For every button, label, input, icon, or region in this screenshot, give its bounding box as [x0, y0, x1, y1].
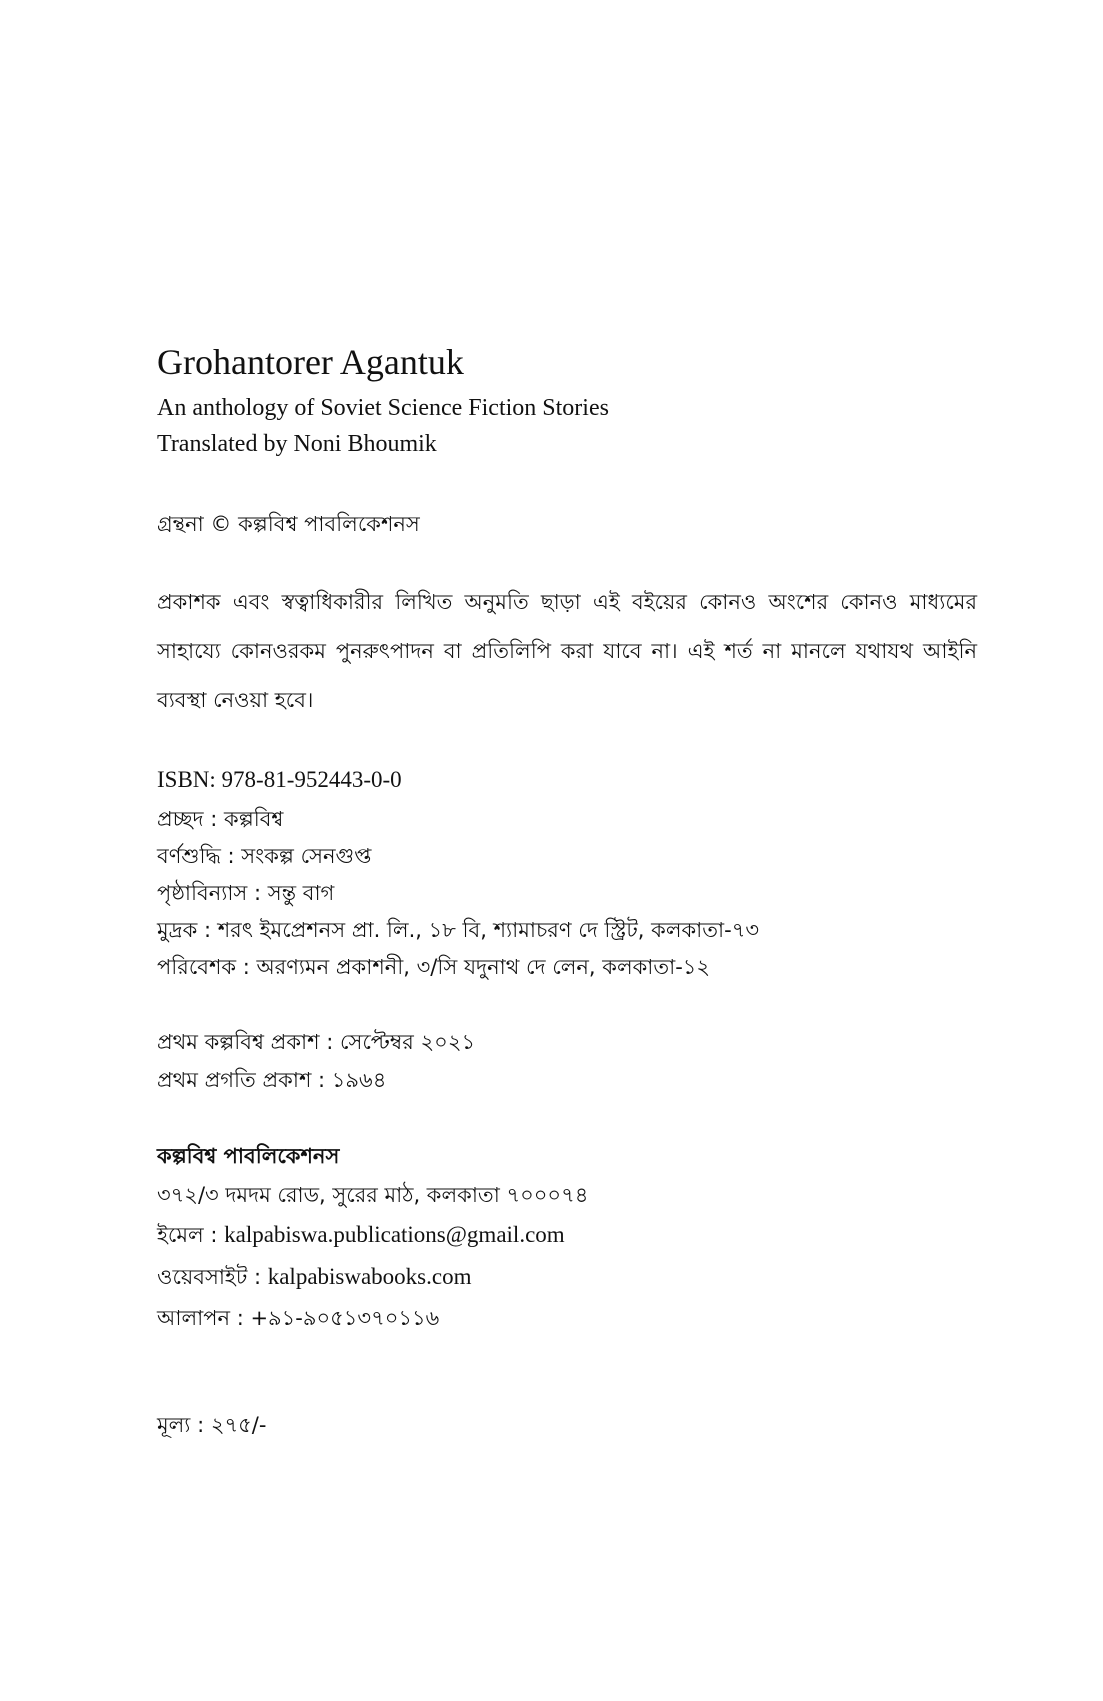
publisher-address: ৩৭২/৩ দমদম রোড, সুরের মাঠ, কলকাতা ৭০০০৭৪	[157, 1183, 589, 1207]
publisher-website-line	[157, 1257, 997, 1299]
layout-credit: পৃষ্ঠাবিন্যাস : সন্তু বাগ	[157, 881, 335, 905]
isbn-line	[157, 761, 997, 801]
proofreading-credit: বর্ণশুদ্ধি : সংকল্প সেনগুপ্ত	[157, 844, 372, 868]
cover-credit: প্রচ্ছদ : কল্পবিশ্ব	[157, 807, 284, 831]
price-line: মূল্য : ২৭৫/-	[157, 1413, 267, 1437]
printer-credit: মুদ্রক : শরৎ ইমপ্রেশনস প্রা. লি., ১৮ বি, শ্যামাচরণ দে স্ট্রিট, কলকাতা-৭৩	[157, 918, 760, 942]
publisher-block	[157, 1137, 997, 1338]
first-kalpabiswa-edition: প্রথম কল্পবিশ্ব প্রকাশ : সেপ্টেম্বর ২০২১	[157, 1030, 476, 1054]
editions-block	[157, 1023, 997, 1099]
website-address: kalpabiswabooks.com	[267, 1264, 472, 1289]
copyright-page	[157, 340, 997, 1444]
isbn-text: ISBN: 978-81-952443-0-0	[157, 767, 402, 792]
title-block	[157, 340, 997, 462]
distributor-credit: পরিবেশক : অরণ্যমন প্রকাশনী, ৩/সি যদুনাথ দে লেন, কলকাতা-১২	[157, 955, 711, 979]
copyright-line: গ্রন্থনা © কল্পবিশ্ব পাবলিকেশনস	[157, 512, 420, 536]
publisher-email-line	[157, 1215, 997, 1257]
book-title: Grohantorer Agantuk	[157, 342, 464, 382]
translator-line: Translated by Noni Bhoumik	[157, 431, 437, 457]
email-address: kalpabiswa.publications@gmail.com	[224, 1222, 565, 1247]
credits-block	[157, 761, 997, 986]
rights-notice: প্রকাশক এবং স্বত্বাধিকারীর লিখিত অনুমতি ছাড়া এই বইয়ের কোনও অংশের কোনও মাধ্যমের সাহায্যে কোনওরকম পুনরুৎপাদন বা প্রতিলিপি করা যাবে না। এই শর্ত না মানলে যথাযথ আইনি ব্যবস্থা নেওয়া হবে।	[157, 590, 977, 712]
publisher-phone: আলাপন : +৯১-৯০৫১৩৭০১১৬	[157, 1306, 440, 1330]
email-label: ইমেল :	[157, 1223, 225, 1247]
book-subtitle: An anthology of Soviet Science Fiction Stories	[157, 395, 609, 421]
first-pragati-edition: প্রথম প্রগতি প্রকাশ : ১৯৬৪	[157, 1068, 387, 1092]
website-label: ওয়েবসাইট :	[157, 1265, 268, 1289]
publisher-name: কল্পবিশ্ব পাবলিকেশনস	[157, 1144, 340, 1168]
